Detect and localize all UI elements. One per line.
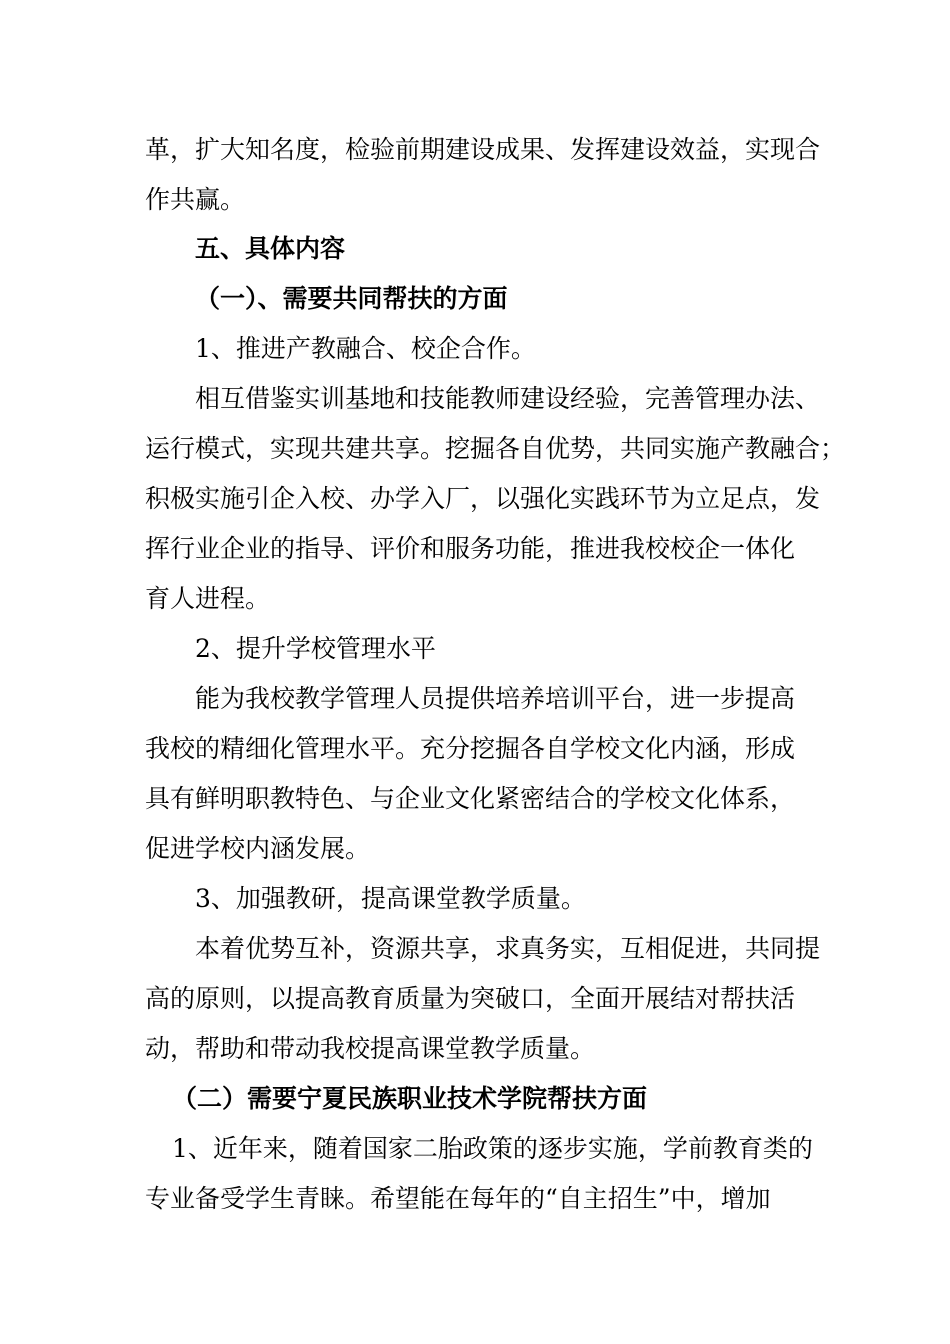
paragraph-line: 能为我校教学管理人员提供培养培训平台，进一步提高 — [195, 684, 796, 713]
item-heading: 1、推进产教融合、校企合作。 — [195, 334, 536, 363]
subsection-heading: （一）、需要共同帮扶的方面 — [195, 284, 508, 313]
section-heading: 五、具体内容 — [195, 234, 346, 263]
paragraph-line: 积极实施引企入校、办学入厂，以强化实践环节为立足点，发 — [145, 484, 821, 513]
paragraph-line: 挥行业企业的指导、评价和服务功能，推进我校校企一体化 — [145, 534, 796, 563]
item-heading: 3、加强教研，提高课堂教学质量。 — [195, 884, 586, 913]
paragraph-line: 具有鲜明职教特色、与企业文化紧密结合的学校文化体系， — [145, 784, 796, 813]
paragraph-line: 促进学校内涵发展。 — [145, 834, 371, 863]
subsection-heading: （二）需要宁夏民族职业技术学院帮扶方面 — [172, 1084, 648, 1113]
paragraph-line: 专业备受学生青睐。希望能在每年的“自主招生”中，增加 — [145, 1184, 771, 1213]
paragraph-line: 我校的精细化管理水平。充分挖掘各自学校文化内涵，形成 — [145, 734, 796, 763]
paragraph-line: 高的原则，以提高教育质量为突破口，全面开展结对帮扶活 — [145, 984, 796, 1013]
paragraph-line: 相互借鉴实训基地和技能教师建设经验，完善管理办法、 — [195, 384, 821, 413]
item-heading: 2、提升学校管理水平 — [195, 634, 436, 663]
paragraph-line: 革，扩大知名度，检验前期建设成果、发挥建设效益，实现合 — [145, 135, 821, 164]
paragraph-line: 1、近年来，随着国家二胎政策的逐步实施，学前教育类的 — [172, 1134, 813, 1163]
paragraph-line: 本着优势互补，资源共享，求真务实，互相促进，共同提 — [195, 934, 821, 963]
paragraph-line: 育人进程。 — [145, 584, 271, 613]
paragraph-line: 动，帮助和带动我校提高课堂教学质量。 — [145, 1034, 596, 1063]
paragraph-line: 作共赢。 — [145, 185, 246, 214]
paragraph-line: 运行模式，实现共建共享。挖掘各自优势，共同实施产教融合； — [145, 434, 846, 463]
